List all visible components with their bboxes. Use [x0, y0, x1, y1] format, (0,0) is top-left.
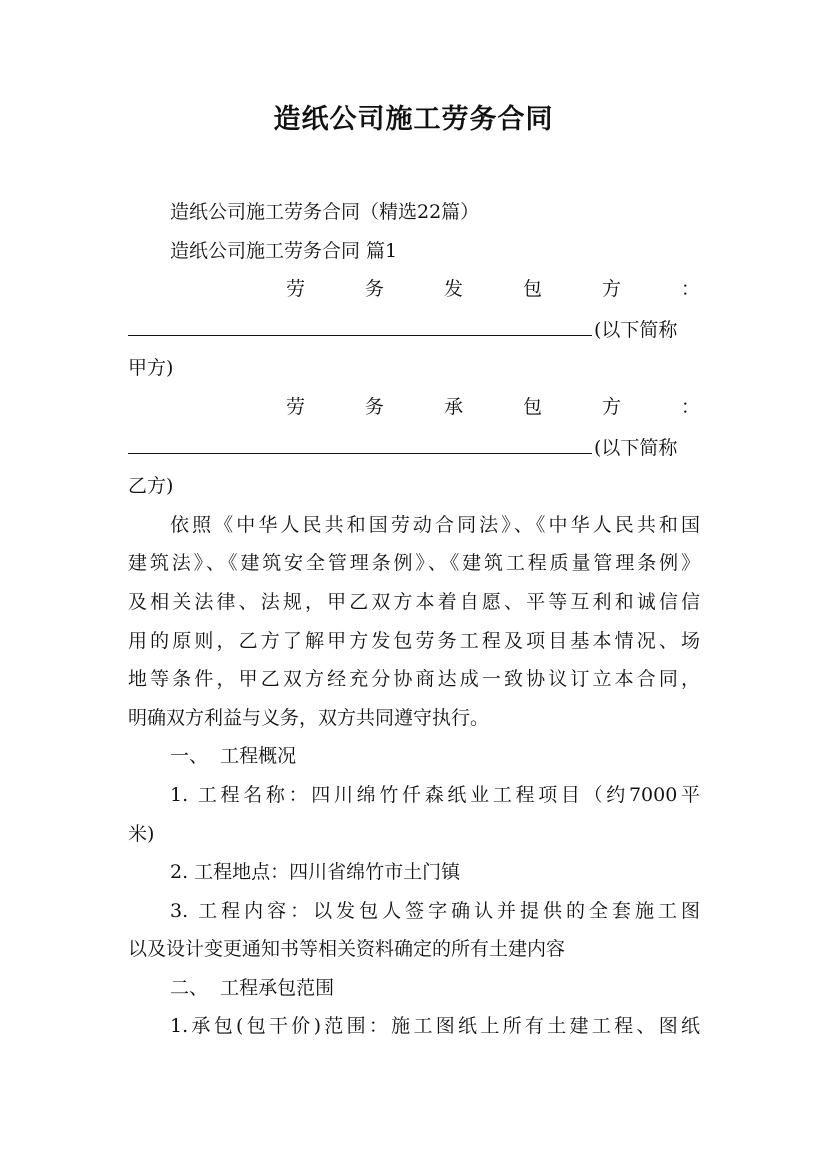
party-a-blank-row: [128, 309, 700, 350]
intro-line-1: 依照《中华人民共和国劳动合同法》、《中华人民共和国: [170, 513, 700, 536]
party-b-blank-row: [128, 427, 700, 468]
item-1-line-1: 1. 工程名称：四川绵竹仟森纸业工程项目（约7000平: [170, 783, 700, 806]
intro-line-4: 用的原则，乙方了解甲方发包劳务工程及项目基本情况、场: [128, 629, 700, 652]
scope-line-1: 1.承包(包干价)范围：施工图纸上所有土建工程、图纸: [170, 1015, 700, 1038]
party-a-tail: (以下简称: [594, 318, 678, 341]
party-a-label: 劳 务 发 包 方 ：: [286, 278, 700, 301]
intro-line-6: 明确双方利益与义务，双方共同遵守执行。: [128, 706, 490, 729]
document-body: [128, 193, 700, 1046]
intro-line-2: 建筑法》、《建筑安全管理条例》、《建筑工程质量管理条例》: [128, 552, 700, 575]
item-3-line-2: 以及设计变更通知书等相关资料确定的所有土建内容: [128, 938, 566, 961]
item-3-line-1: 3. 工程内容：以发包人签字确认并提供的全套施工图: [170, 899, 700, 922]
section-1-heading: 一、 工程概况: [170, 745, 297, 768]
party-a-blank: [128, 309, 592, 336]
party-b-tail: (以下简称: [594, 436, 678, 459]
intro-line-5: 地等条件，甲乙双方经充分协商达成一致协议订立本合同，: [128, 668, 700, 691]
part-heading: 造纸公司施工劳务合同 篇1: [170, 239, 398, 262]
item-1-line-2: 米): [128, 822, 155, 845]
party-b-label: 劳 务 承 包 方 ：: [286, 395, 700, 418]
item-2: 2. 工程地点：四川省绵竹市土门镇: [170, 861, 461, 884]
party-a-short-name: 甲方): [128, 357, 174, 380]
intro-line-3: 及相关法律、法规，甲乙双方本着自愿、平等互利和诚信信: [128, 590, 700, 613]
party-b-blank: [128, 427, 592, 454]
party-b-short-name: 乙方): [128, 475, 174, 498]
document-title: 造纸公司施工劳务合同: [273, 104, 554, 135]
subtitle: 造纸公司施工劳务合同（精选22篇）: [170, 201, 480, 223]
section-2-heading: 二、 工程承包范围: [170, 976, 335, 999]
